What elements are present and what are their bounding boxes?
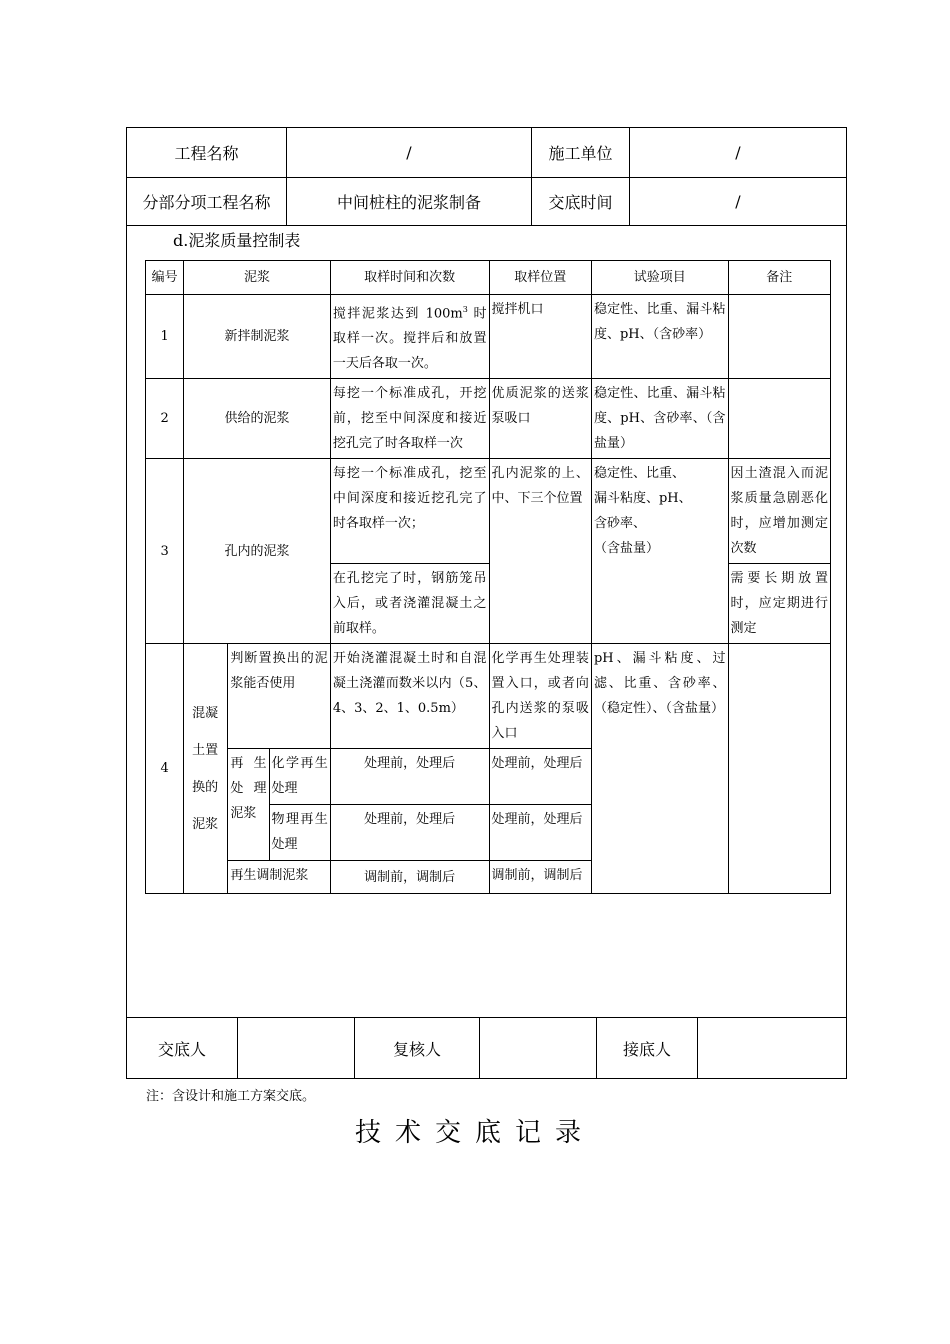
sampling-time: 在孔挖完了时，钢筋笼吊入后，或者浇灌混凝土之前取样。	[330, 564, 489, 644]
sampling-time: 处理前，处理后	[330, 749, 489, 805]
sampling-position: 优质泥浆的送浆泵吸口	[489, 379, 591, 459]
document-title: 技术交底记录	[354, 1118, 595, 1148]
sampling-position: 调制前，调制后	[489, 861, 591, 894]
handover-time-value: /	[629, 177, 846, 225]
test-items: 稳定性、比重、漏斗粘度、pH、含砂率、（含盐量）	[591, 379, 728, 459]
row-no: 1	[146, 295, 184, 379]
table-row	[146, 295, 831, 379]
col-header-test: 试验项目	[591, 261, 728, 295]
sampling-position: 搅拌机口	[489, 295, 591, 379]
remark: 因土渣混入而泥浆质量急剧恶化时，应增加测定次数	[728, 459, 830, 564]
receiver-signature	[697, 1018, 846, 1078]
table-header-row	[146, 261, 831, 295]
table-row	[146, 644, 831, 749]
mud-type: 再生调制泥浆	[228, 861, 330, 894]
reviewer-signature	[479, 1018, 596, 1078]
test-items: pH、漏斗粘度、过滤、比重、含砂率、（稳定性）、（含盐量）	[591, 644, 728, 894]
sampling-time: 处理前，处理后	[330, 805, 489, 861]
test-items: 稳定性、比重、 漏斗粘度、pH、 含砂率、 （含盐量）	[591, 459, 728, 644]
signature-row	[127, 1017, 846, 1078]
header-row-2	[127, 177, 846, 226]
contractor-value: /	[629, 128, 846, 177]
sampling-position: 孔内泥浆的上、中、下三个位置	[489, 459, 591, 644]
project-name-label: 工程名称	[174, 144, 239, 163]
sampling-time: 每挖一个标准成孔，挖至中间深度和接近挖孔完了时各取样一次；	[330, 459, 489, 564]
mud-quality-table	[145, 260, 831, 894]
project-name-value: /	[286, 128, 531, 177]
mud-group: 混凝土置换的泥浆	[184, 644, 228, 894]
col-header-mud: 泥浆	[184, 261, 331, 295]
presenter-label: 交底人	[157, 1039, 206, 1059]
remark	[728, 379, 830, 459]
handover-time-label: 交底时间	[531, 177, 629, 225]
sampling-time: 搅拌泥浆达到 $100m^3$ 时取样一次。搅拌后和放置一天后各取一次。	[330, 295, 489, 379]
col-header-no: 编号	[146, 261, 184, 295]
remark	[728, 644, 830, 894]
footnote: 注：含设计和施工方案交底。	[146, 1089, 316, 1104]
subproject-value: 中间桩柱的泥浆制备	[286, 177, 531, 225]
mud-type: 化学再生处理	[269, 749, 330, 805]
mud-type: 孔内的泥浆	[184, 459, 331, 644]
table-row	[146, 379, 831, 459]
sampling-position: 处理前，处理后	[489, 749, 591, 805]
col-header-remark: 备注	[728, 261, 830, 295]
presenter-signature	[237, 1018, 354, 1078]
reviewer-label: 复核人	[354, 1018, 479, 1078]
contractor-label: 施工单位	[531, 128, 629, 177]
mud-type: 新拌制泥浆	[184, 295, 331, 379]
row-no: 2	[146, 379, 184, 459]
mud-subgroup: 再生处理泥浆	[228, 749, 269, 861]
header-row-1	[127, 128, 846, 178]
col-header-time: 取样时间和次数	[330, 261, 489, 295]
remark: 需要长期放置时，应定期进行测定	[728, 564, 830, 644]
remark	[728, 295, 830, 379]
sampling-position: 化学再生处理装置入口，或者向孔内送浆的泵吸入口	[489, 644, 591, 749]
row-no: 3	[146, 459, 184, 644]
table-row	[146, 459, 831, 564]
sampling-position: 处理前，处理后	[489, 805, 591, 861]
sampling-time: 调制前，调制后	[330, 861, 489, 894]
subproject-label: 分部分项工程名称	[142, 192, 271, 212]
record-form	[126, 127, 847, 1079]
mud-type: 供给的泥浆	[184, 379, 331, 459]
row-no: 4	[146, 644, 184, 894]
test-items: 稳定性、比重、漏斗粘度、pH、（含砂率）	[591, 295, 728, 379]
sampling-time: 开始浇灌混凝土时和自混凝土浇灌而数米以内（5、4、3、2、1、0.5m）	[330, 644, 489, 749]
receiver-label: 接底人	[596, 1018, 697, 1078]
sampling-time: 每挖一个标准成孔，开挖前，挖至中间深度和接近挖孔完了时各取样一次	[330, 379, 489, 459]
section-title: d.泥浆质量控制表	[173, 231, 301, 250]
mud-type: 物理再生处理	[269, 805, 330, 861]
mud-type: 判断置换出的泥浆能否使用	[228, 644, 330, 749]
col-header-position: 取样位置	[489, 261, 591, 295]
